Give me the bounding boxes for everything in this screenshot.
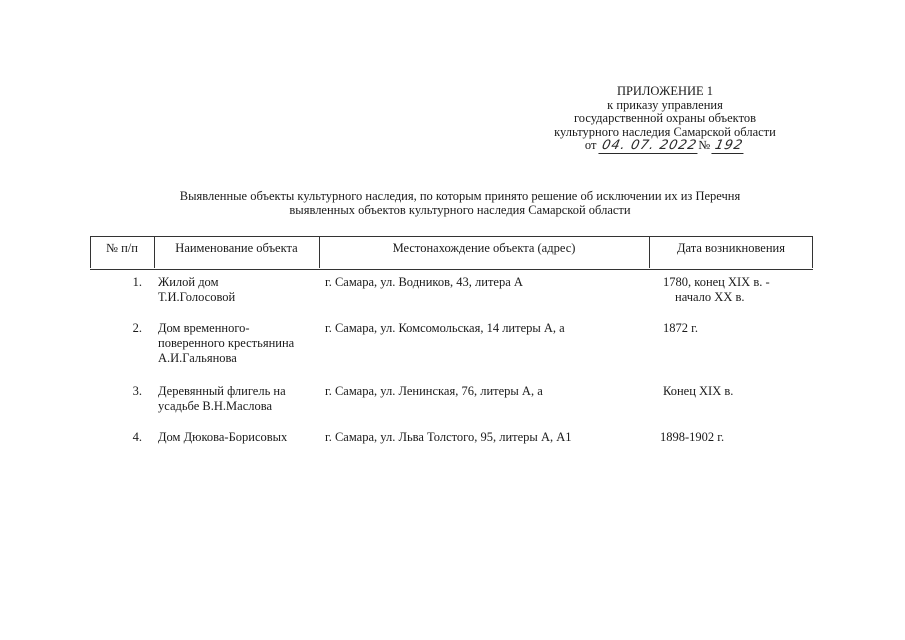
object-address: г. Самара, ул. Комсомольская, 14 литеры А, а [325, 321, 565, 335]
date-prefix: от [584, 138, 597, 152]
object-name-line: А.И.Гальянова [158, 351, 237, 365]
object-date [663, 275, 813, 305]
object-address: г. Самара, ул. Льва Толстого, 95, литеры А, А1 [325, 430, 572, 444]
object-address: г. Самара, ул. Водников, 43, литера А [325, 275, 523, 289]
object-name-line: Жилой дом [158, 275, 219, 289]
object-date-line: 1898-1902 г. [660, 430, 725, 444]
table-divider [319, 236, 320, 268]
appendix-line: культурного наследия Самарской области [554, 124, 776, 139]
row-number: 4. [132, 430, 142, 444]
header-address: Местонахождение объекта (адрес) [392, 241, 576, 255]
handwritten-date: 04. 07. 2022 [598, 139, 700, 154]
table-divider [154, 236, 155, 268]
object-date-line: Конец XIX в. [663, 384, 734, 398]
object-name-line: Дом временного- [158, 321, 250, 335]
number-prefix: № [698, 138, 711, 152]
object-address: г. Самара, ул. Ленинская, 76, литеры А, а [325, 384, 543, 398]
object-date [663, 321, 813, 336]
title-line-2: выявленных объектов культурного наследия Самарской области [289, 203, 631, 217]
appendix-block [520, 85, 810, 154]
object-date-line: 1780, конец XIX в. - [663, 275, 770, 289]
object-date-line: начало XX в. [675, 290, 745, 304]
header-num: № п/п [106, 241, 138, 255]
appendix-title: ПРИЛОЖЕНИЕ 1 [616, 84, 714, 98]
object-name [158, 321, 318, 366]
table-divider [649, 236, 650, 268]
object-name-line: Деревянный флигель на [158, 384, 286, 398]
title-line-1: Выявленные объекты культурного наследия, по которым принято решение об исключении их из Перечня [179, 189, 741, 203]
object-name-line: Дом Дюкова-Борисовых [158, 430, 288, 444]
table-border-right [812, 236, 813, 268]
appendix-line: государственной охраны объектов [573, 111, 757, 125]
table-border-left [90, 236, 91, 268]
row-number: 1. [132, 275, 142, 289]
object-date-line: 1872 г. [663, 321, 698, 335]
header-name: Наименование объекта [175, 241, 298, 255]
table-header [90, 236, 813, 270]
handwritten-number: 192 [712, 139, 747, 154]
appendix-line: к приказу управления [607, 97, 723, 112]
object-name-line: поверенного крестьянина [158, 336, 295, 350]
appendix-date-line [520, 139, 810, 154]
document-title [110, 189, 810, 217]
row-number: 3. [132, 384, 142, 398]
object-name-line: усадьбе В.Н.Маслова [158, 399, 273, 413]
object-date [663, 384, 813, 399]
object-name [158, 384, 318, 414]
row-number: 2. [132, 321, 142, 335]
object-date [660, 430, 810, 445]
object-name [158, 275, 318, 305]
object-name-line: Т.И.Голосовой [158, 290, 236, 304]
object-name [158, 430, 318, 445]
header-date: Дата возникновения [677, 241, 785, 255]
